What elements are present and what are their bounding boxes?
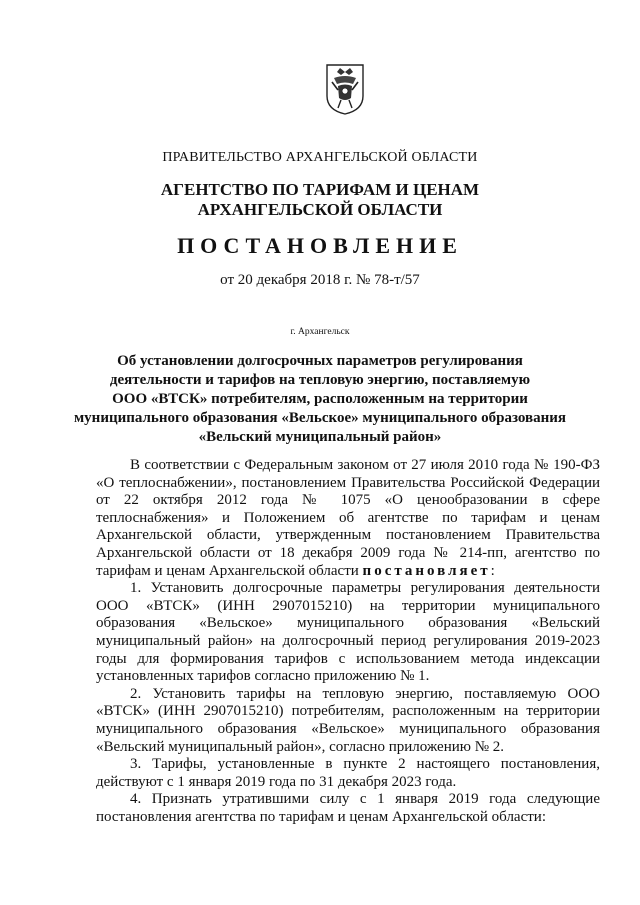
preamble-paragraph <box>96 457 600 580</box>
city-name: г. Архангельск <box>290 327 350 337</box>
document-heading <box>0 352 640 447</box>
item-paragraph: 2. Установить тарифы на тепловую энергию, поставляемую ООО «ВТСК» (ИНН 2907015210) потребителям, расположенным на территории муниципального образования «Вельское» муниципального образования «Вельский муниципальный район», согласно приложению № 2. <box>96 685 600 755</box>
preamble-text: В соответствии с Федеральным законом от 27 июля 2010 года № 190-ФЗ «О теплоснабжении», постановлением Правительства Российской Федерации от 22 октября 2012 года № 1075 «О ценообразовании в сфере теплоснабжения» и Положением об агентстве по тарифам и ценам Архангельской области, утвержденным постановлением Правительства Архангельской области от 18 декабря 2009 года № 214-пп, агентство по тарифам и ценам Архангельской области <box>96 457 600 579</box>
document-body <box>96 457 600 826</box>
coat-of-arms-emblem <box>324 62 366 116</box>
item-paragraph: 3. Тарифы, установленные в пункте 2 настоящего постановления, действуют с 1 января 2019 года по 31 декабря 2023 года. <box>96 756 600 790</box>
government-name: ПРАВИТЕЛЬСТВО АРХАНГЕЛЬСКОЙ ОБЛАСТИ <box>162 150 478 165</box>
decree-suffix: : <box>490 562 495 579</box>
date-and-number: от 20 декабря 2018 г. № 78-т/57 <box>220 272 420 288</box>
heading-line: Об установлении долгосрочных параметров регулирования <box>117 353 523 369</box>
heading-line: муниципального образования «Вельское» муниципального образования <box>73 410 567 426</box>
agency-name <box>0 180 640 220</box>
heading-line: ООО «ВТСК» потребителям, расположенным на территории <box>112 391 528 407</box>
agency-name-line: АРХАНГЕЛЬСКОЙ ОБЛАСТИ <box>197 200 443 219</box>
document-type-title: ПОСТАНОВЛЕНИЕ <box>177 233 463 258</box>
item-paragraph: 4. Признать утратившими силу с 1 января 2019 года следующие постановления агентства по тарифам и ценам Архангельской области: <box>96 791 600 825</box>
item-paragraph: 1. Установить долгосрочные параметры регулирования деятельности ООО «ВТСК» (ИНН 2907015210) на территории муниципального образования «Вельское» муниципального образования «Вельский муниципальный район» на долгосрочный период регулирования 2019-2023 годы для формирования тарифов с использованием метода индексации установленных тарифов согласно приложению № 1. <box>96 580 600 685</box>
decree-word: постановляет <box>362 562 491 579</box>
heading-line: «Вельский муниципальный район» <box>198 429 442 445</box>
heading-line: деятельности и тарифов на тепловую энергию, поставляемую <box>109 372 531 388</box>
agency-name-line: АГЕНТСТВО ПО ТАРИФАМ И ЦЕНАМ <box>160 180 480 199</box>
